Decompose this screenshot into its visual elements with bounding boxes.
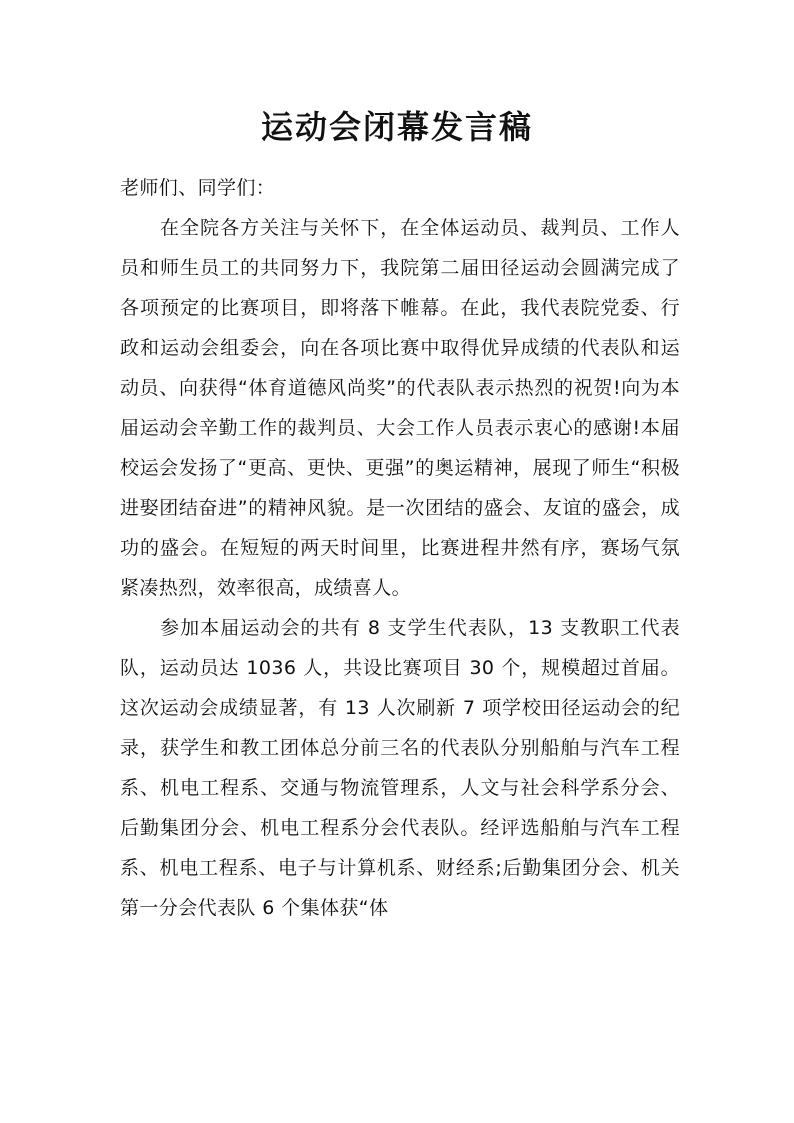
salutation: 老师们、同学们： (120, 177, 276, 199)
document-title: 运动会闭幕发言稿 (260, 108, 533, 146)
document-body (120, 168, 680, 928)
paragraph: 参加本届运动会的共有 8 支学生代表队，13 支教职工代表队，运动员达 1036 人，共设比赛项目 30 个，规模超过首届。这次运动会成绩显著，有 13 人次刷新 7 项学校田径运动会的纪录，获学生和教工团体总分前三名的代表队分别船舶与汽车工程系、机电工程系、交通与物流管理系，人文与社会科学系分会、后勤集团分会、机电工程系分会代表队。经评选船舶与汽车工程系、机电工程系、电子与计算机系、财经系;后勤集团分会、机关第一分会代表队 6 个集体获“体 (120, 617, 680, 919)
paragraph: 在全院各方关注与关怀下，在全体运动员、裁判员、工作人员和师生员工的共同努力下，我院第二届田径运动会圆满完成了各项预定的比赛项目，即将落下帷幕。在此，我代表院党委、行政和运动会组委会，向在各项比赛中取得优异成绩的代表队和运动员、向获得“体育道德风尚奖”的代表队表示热烈的祝贺!向为本届运动会辛勤工作的裁判员、大会工作人员表示衷心的感谢!本届校运会发扬了“更高、更快、更强”的奥运精神，展现了师生“积极进娶团结奋进”的精神风貌。是一次团结的盛会、友谊的盛会，成功的盛会。在短短的两天时间里，比赛进程井然有序，赛场气氛紧凑热烈，效率很高，成绩喜人。 (120, 217, 680, 599)
